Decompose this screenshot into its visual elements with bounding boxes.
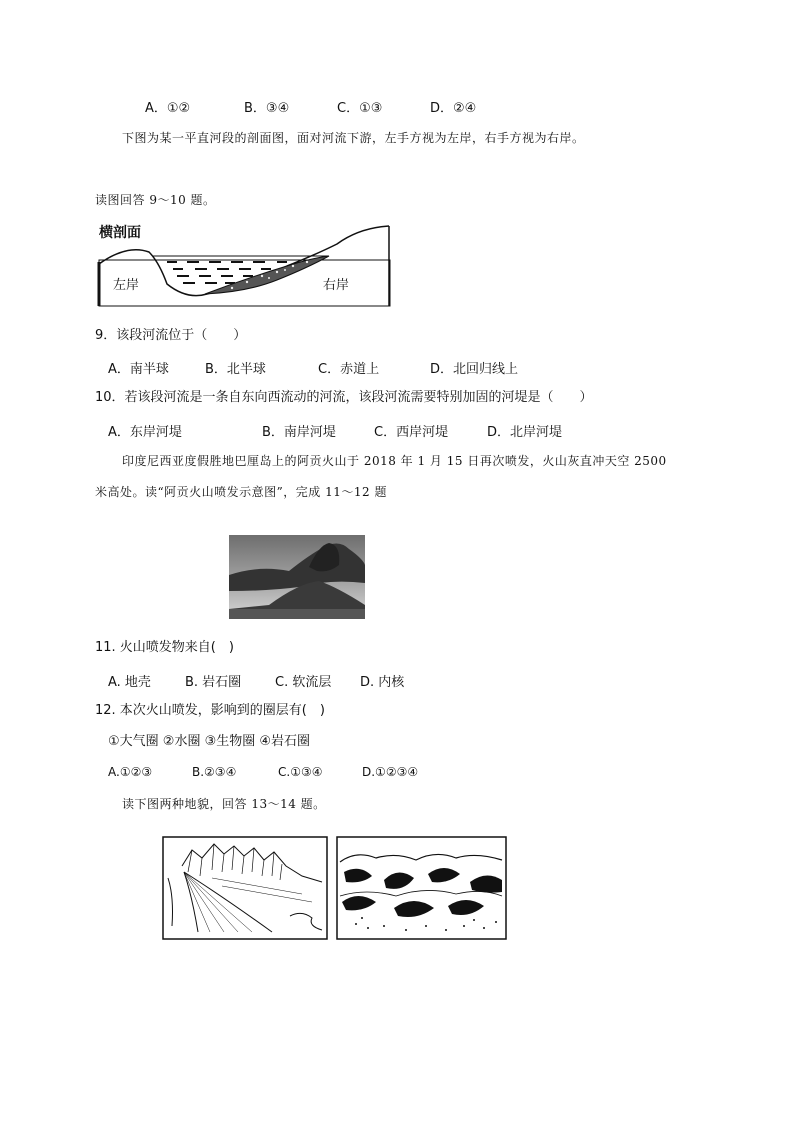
volcano-eruption-photo	[229, 535, 365, 619]
q8-option-d: D．②④	[430, 101, 477, 116]
q9-option-b: B．北半球	[205, 362, 266, 377]
volcano-intro-line2: 米高处。读“阿贡火山喷发示意图”，完成 11～12 题	[95, 485, 387, 499]
alluvial-fan-drawing	[162, 836, 328, 940]
left-bank-label: 左岸	[113, 278, 140, 293]
q10-option-a: A．东岸河堤	[108, 425, 182, 440]
volcano-photo-drawing	[229, 535, 365, 619]
q10-option-c: C．西岸河堤	[374, 425, 449, 440]
q8-option-b: B．③④	[244, 101, 290, 116]
q8-option-a: A．①②	[145, 101, 191, 116]
q12-option-a: A.①②③	[108, 765, 153, 779]
figure-title: 横剖面	[99, 225, 141, 241]
q12-stem: 12. 本次火山喷发，影响到的圈层有( )	[95, 703, 325, 718]
read-13-14-instruction: 读下图两种地貌，回答 13～14 题。	[122, 797, 326, 811]
q11-option-c: C. 软流层	[275, 675, 332, 690]
river-cross-section-figure	[97, 222, 393, 308]
q10-option-d: D．北岸河堤	[487, 425, 563, 440]
q9-option-d: D．北回归线上	[430, 362, 519, 377]
q12-option-d: D.①②③④	[362, 765, 419, 779]
q12-option-c: C.①③④	[278, 765, 323, 779]
read-9-10-instruction: 读图回答 9～10 题。	[95, 193, 216, 207]
q9-option-a: A．南半球	[108, 362, 169, 377]
q8-option-c: C．①③	[337, 101, 383, 116]
q10-stem: 10．若该段河流是一条自东向西流动的河流，该段河流需要特别加固的河堤是（ ）	[95, 390, 593, 405]
q10-option-b: B．南岸河堤	[262, 425, 336, 440]
q9-option-c: C．赤道上	[318, 362, 380, 377]
alluvial-fan-sketch	[162, 836, 328, 940]
q11-stem: 11. 火山喷发物来自( )	[95, 640, 234, 655]
q12-items: ①大气圈 ②水圈 ③生物圈 ④岩石圈	[108, 734, 311, 749]
river-intro: 下图为某一平直河段的剖面图，面对河流下游，左手方视为左岸，右手方视为右岸。	[122, 131, 585, 145]
q11-option-a: A. 地壳	[108, 675, 151, 690]
volcano-intro-line1: 印度尼西亚度假胜地巴厘岛上的阿贡火山于 2018 年 1 月 15 日再次喷发，火山灰直冲天空 2500	[122, 454, 667, 468]
q11-option-d: D. 内核	[360, 675, 405, 690]
q12-option-b: B.②③④	[192, 765, 237, 779]
right-bank-label: 右岸	[323, 278, 350, 293]
sand-dunes-sketch	[336, 836, 507, 940]
q9-stem: 9．该段河流位于（ ）	[95, 328, 247, 343]
river-cross-section-drawing	[97, 222, 393, 308]
sand-dunes-drawing	[336, 836, 507, 940]
q11-option-b: B. 岩石圈	[185, 675, 242, 690]
